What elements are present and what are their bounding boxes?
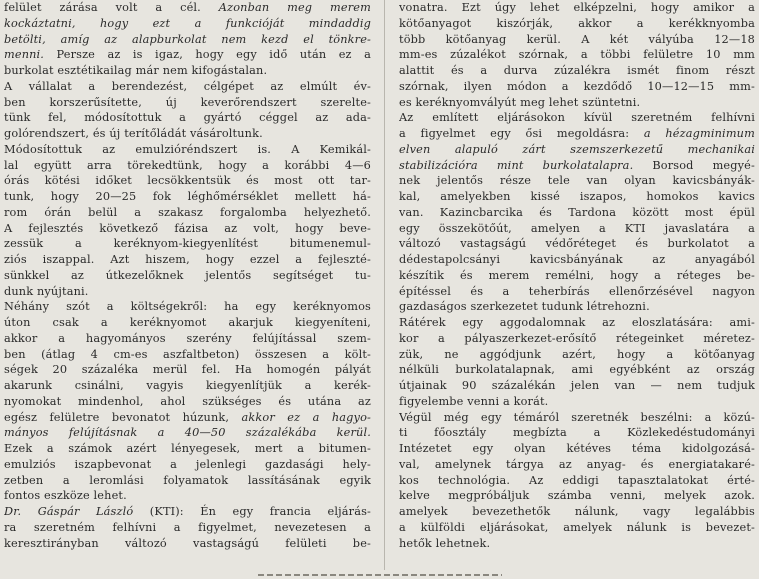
right-column-line [399, 473, 755, 489]
italic-text: akkor ez a hagyo- [241, 410, 371, 424]
left-column-line [4, 110, 371, 126]
left-column-line [4, 441, 371, 457]
line-text: fontos eszköze lehet. [4, 489, 127, 503]
right-column-line [399, 362, 755, 378]
italic-text: Dr. Gáspár László [4, 505, 134, 518]
line-text: hetők lehetnek. [399, 536, 491, 550]
line-text: ségek 20 százaléka merül fel. Ha homogén pályát [4, 363, 371, 377]
right-column-line [399, 315, 755, 331]
left-column-line [4, 488, 371, 504]
left-column-line [4, 47, 371, 63]
line-text: útjainak 90 százalékán jelen van — nem tudjuk [399, 379, 755, 392]
line-text: (KTI): Én egy francia eljárás- [133, 505, 371, 518]
line-text: figyelembe venni a korát. [399, 394, 549, 408]
right-column-line [399, 32, 755, 48]
right-column-line [399, 142, 755, 158]
line-text: zetben a leromlási folyamatok lassításának egyik [4, 473, 371, 487]
line-text: ben (átlag 4 cm-es aszfaltbeton) összesen a költ- [4, 347, 371, 361]
left-column-line [4, 473, 371, 489]
line-text: tunk, hogy 20—25 fok léghőmérséklet mellett há- [4, 190, 371, 203]
left-column-line [4, 504, 371, 520]
left-column-line [4, 315, 371, 331]
line-text: zessük a keréknyom-kiegyenlítést bitumenemul- [4, 237, 371, 251]
right-column-line [399, 110, 755, 126]
italic-text: Azonban meg merem [218, 1, 371, 14]
right-column-line [399, 488, 755, 504]
italic-text: menni. [4, 48, 45, 62]
left-column-line [4, 142, 371, 158]
right-column-line [399, 252, 755, 268]
right-column-line [399, 457, 755, 473]
page-bottom-rule [258, 574, 502, 576]
left-column-line [4, 378, 371, 394]
line-text: építéssel és a teherbírás ellenőrzésével nagyon [399, 284, 755, 298]
left-column-line [4, 284, 371, 300]
right-column-line [399, 47, 755, 63]
right-column-line [399, 0, 755, 16]
right-column-line [399, 16, 755, 32]
right-column-line [399, 425, 755, 441]
right-column-line [399, 347, 755, 363]
left-column-line [4, 347, 371, 363]
line-text: amelyek bevezethetők nálunk, vagy legalábbis [399, 505, 755, 518]
italic-text: betölti, amíg az alapburkolat nem kezd el tönkre- [4, 32, 371, 46]
line-text: Persze az is igaz, hogy egy idő után ez a [44, 48, 371, 62]
line-text: keresztirányban változó vastagságú felületi be- [4, 536, 371, 550]
left-column-line [4, 205, 371, 221]
line-text: es keréknyomvályút meg lehet szüntetni. [399, 95, 641, 109]
line-text: egész felületre bevonatot húzunk, [4, 410, 242, 424]
left-column-line [4, 79, 371, 95]
line-text: akarunk csinálni, vagyis kiegyenlítjük a kerék- [4, 379, 371, 392]
right-column-line [399, 221, 755, 237]
right-column-line [399, 410, 755, 426]
line-text: sünkkel az útkezelőknek jelentős segítséget tu- [4, 268, 371, 282]
line-text: A fejlesztés következő fázisa az volt, hogy beve- [4, 221, 371, 235]
line-text: változó vastagságú védőréteget és burkolatot a [399, 237, 755, 251]
line-text: úton csak a keréknyomot akarjuk kiegyeníteni, [4, 316, 371, 329]
line-text: több kötőanyag kerül. A két vályúba 12—18 [399, 32, 755, 46]
right-column-line [399, 441, 755, 457]
right-column-line [399, 158, 755, 174]
line-text: nélküli burkolatalapnak, ami egyébként az ország [399, 363, 755, 377]
right-column-line [399, 79, 755, 95]
right-column-line [399, 520, 755, 536]
left-column-line [4, 299, 371, 315]
left-column-line [4, 331, 371, 347]
line-text: van. Kazincbarcika és Tardona között most épül [399, 205, 755, 219]
left-column-line [4, 457, 371, 473]
line-text: nyomokat mindenhol, ahol szükséges és utána az [4, 394, 371, 408]
line-text: kos technológia. Az eddigi tapasztalatokat érté- [399, 473, 755, 487]
line-text: kelve megpróbáljuk számba venni, melyek azok. [399, 489, 755, 503]
line-text: felület zárása volt a cél. [4, 1, 219, 14]
line-text: Az említett eljárásokon kívül szeretném felhívni [399, 111, 755, 125]
left-column-line [4, 536, 371, 552]
left-column-line [4, 252, 371, 268]
text-column-left [4, 0, 371, 551]
line-text: nek jelentős része tele van olyan kavicsbányák- [399, 174, 755, 188]
line-text: A vállalat a berendezést, célgépet az elmúlt év- [4, 79, 371, 93]
line-text: Néhány szót a költségekről: ha egy keréknyomos [4, 300, 371, 314]
right-column-line [399, 63, 755, 79]
line-text: lal együtt arra törekedtünk, hogy a korábbi 4—6 [4, 158, 371, 172]
line-text: Intézetet egy olyan kétéves téma kidolgozásá- [399, 442, 755, 455]
line-text: mm-es zúzalékot szórnak, a többi felületre 10 mm [399, 48, 755, 62]
line-text: a külföldi eljárásokat, amelyek nálunk is bevezet- [399, 520, 755, 534]
line-text: gazdaságos szerkezetet tudunk létrehozni. [399, 300, 650, 314]
right-column-line [399, 205, 755, 221]
line-text: alattit és a durva zúzalékra ismét finom részt [399, 64, 755, 77]
line-text: kor a pályaszerkezet-erősítő rétegeinket méretez- [399, 331, 755, 345]
line-text: ra szeretném felhívni a figyelmet, nevezetesen a [4, 520, 371, 534]
line-text: val, amelynek tárgya az anyag- és energiatakaré- [399, 457, 755, 471]
left-column-line [4, 189, 371, 205]
line-text: Végül még egy témáról szeretnék beszélni: a közú- [399, 410, 755, 424]
italic-text: stabilizációra mint burkolatalapra. [399, 158, 634, 172]
line-text: tünk fel, módosítottuk a gyártó céggel az ada- [4, 111, 371, 125]
right-column-line [399, 394, 755, 410]
left-column-line [4, 221, 371, 237]
left-column-line [4, 394, 371, 410]
line-text: burkolat esztétikailag már nem kifogástalan. [4, 64, 268, 77]
line-text: zük, ne aggódjunk azért, hogy a kötőanyag [399, 347, 755, 361]
left-column-line [4, 362, 371, 378]
left-column-line [4, 236, 371, 252]
right-column-line [399, 504, 755, 520]
line-text: Módosítottuk az emulzióréndszert is. A Kemikál- [4, 142, 371, 156]
line-text: dunk nyújtani. [4, 284, 89, 298]
right-column-line [399, 236, 755, 252]
left-column-line [4, 410, 371, 426]
line-text: Borsod megyé- [633, 158, 755, 172]
line-text: dédestapolcsányi kavicsbányának az anyagából [399, 253, 755, 266]
italic-text: a hézagminimum [643, 127, 755, 140]
line-text: ziós iszappal. Azt hiszem, hogy ezzel a fejleszté- [4, 253, 371, 266]
line-text: a figyelmet egy ősi megoldásra: [399, 127, 644, 140]
right-column-line [399, 284, 755, 300]
left-column-line [4, 63, 371, 79]
italic-text: mányos felújításnak a 40—50 százalékába kerül. [4, 426, 371, 440]
line-text: készítik és merem remélni, hogy a réteges be- [399, 268, 755, 282]
line-text: vonatra. Ezt úgy lehet elképzelni, hogy amikor a [399, 1, 755, 14]
left-column-line [4, 173, 371, 189]
left-column-line [4, 520, 371, 536]
italic-text: kockáztatni, hogy ezt a funkcióját mindaddig [4, 16, 371, 30]
right-column-line [399, 95, 755, 111]
italic-text: elven alapuló zárt szemszerkezetű mechanikai [399, 142, 755, 156]
line-text: Rátérek egy aggodalomnak az eloszlatására: ami- [399, 316, 755, 329]
line-text: órás kötési időket lecsökkentsük és most ott tar- [4, 174, 371, 188]
left-column-line [4, 95, 371, 111]
left-column-line [4, 16, 371, 32]
left-column-line [4, 268, 371, 284]
line-text: kal, amelyekben kissé iszapos, homokos kavics [399, 190, 755, 203]
column-divider [384, 0, 385, 570]
line-text: szórnak, ilyen módon a kezdődő 10—12—15 mm- [399, 79, 755, 93]
left-column-line [4, 0, 371, 16]
line-text: emulziós iszapbevonat a jelenlegi gazdasági hely- [4, 457, 371, 471]
line-text: rom órán belül a szakasz forgalomba helyezhető. [4, 205, 371, 219]
right-column-line [399, 378, 755, 394]
line-text: egy összekötőút, amelyen a KTI javaslatára a [399, 221, 755, 235]
left-column-line [4, 126, 371, 142]
left-column-line [4, 32, 371, 48]
right-column-line [399, 126, 755, 142]
line-text: golórendszert, és új terítőládát vásároltunk. [4, 127, 263, 140]
right-column-line [399, 299, 755, 315]
right-column-line [399, 268, 755, 284]
right-column-line [399, 331, 755, 347]
line-text: akkor a hagyományos szerény felújítással szem- [4, 331, 371, 345]
line-text: ti főosztály megbízta a Közlekedéstudományi [399, 426, 755, 440]
right-column-line [399, 173, 755, 189]
right-column-line [399, 189, 755, 205]
text-column-right [399, 0, 755, 551]
left-column-line [4, 425, 371, 441]
line-text: Ezek a számok azért lényegesek, mert a bitumen- [4, 442, 371, 455]
line-text: ben korszerűsítette, új keverőrendszert szerelte- [4, 95, 371, 109]
right-column-line [399, 536, 755, 552]
line-text: kötőanyagot kiszórják, akkor a kerékknyomba [399, 16, 755, 30]
left-column-line [4, 158, 371, 174]
